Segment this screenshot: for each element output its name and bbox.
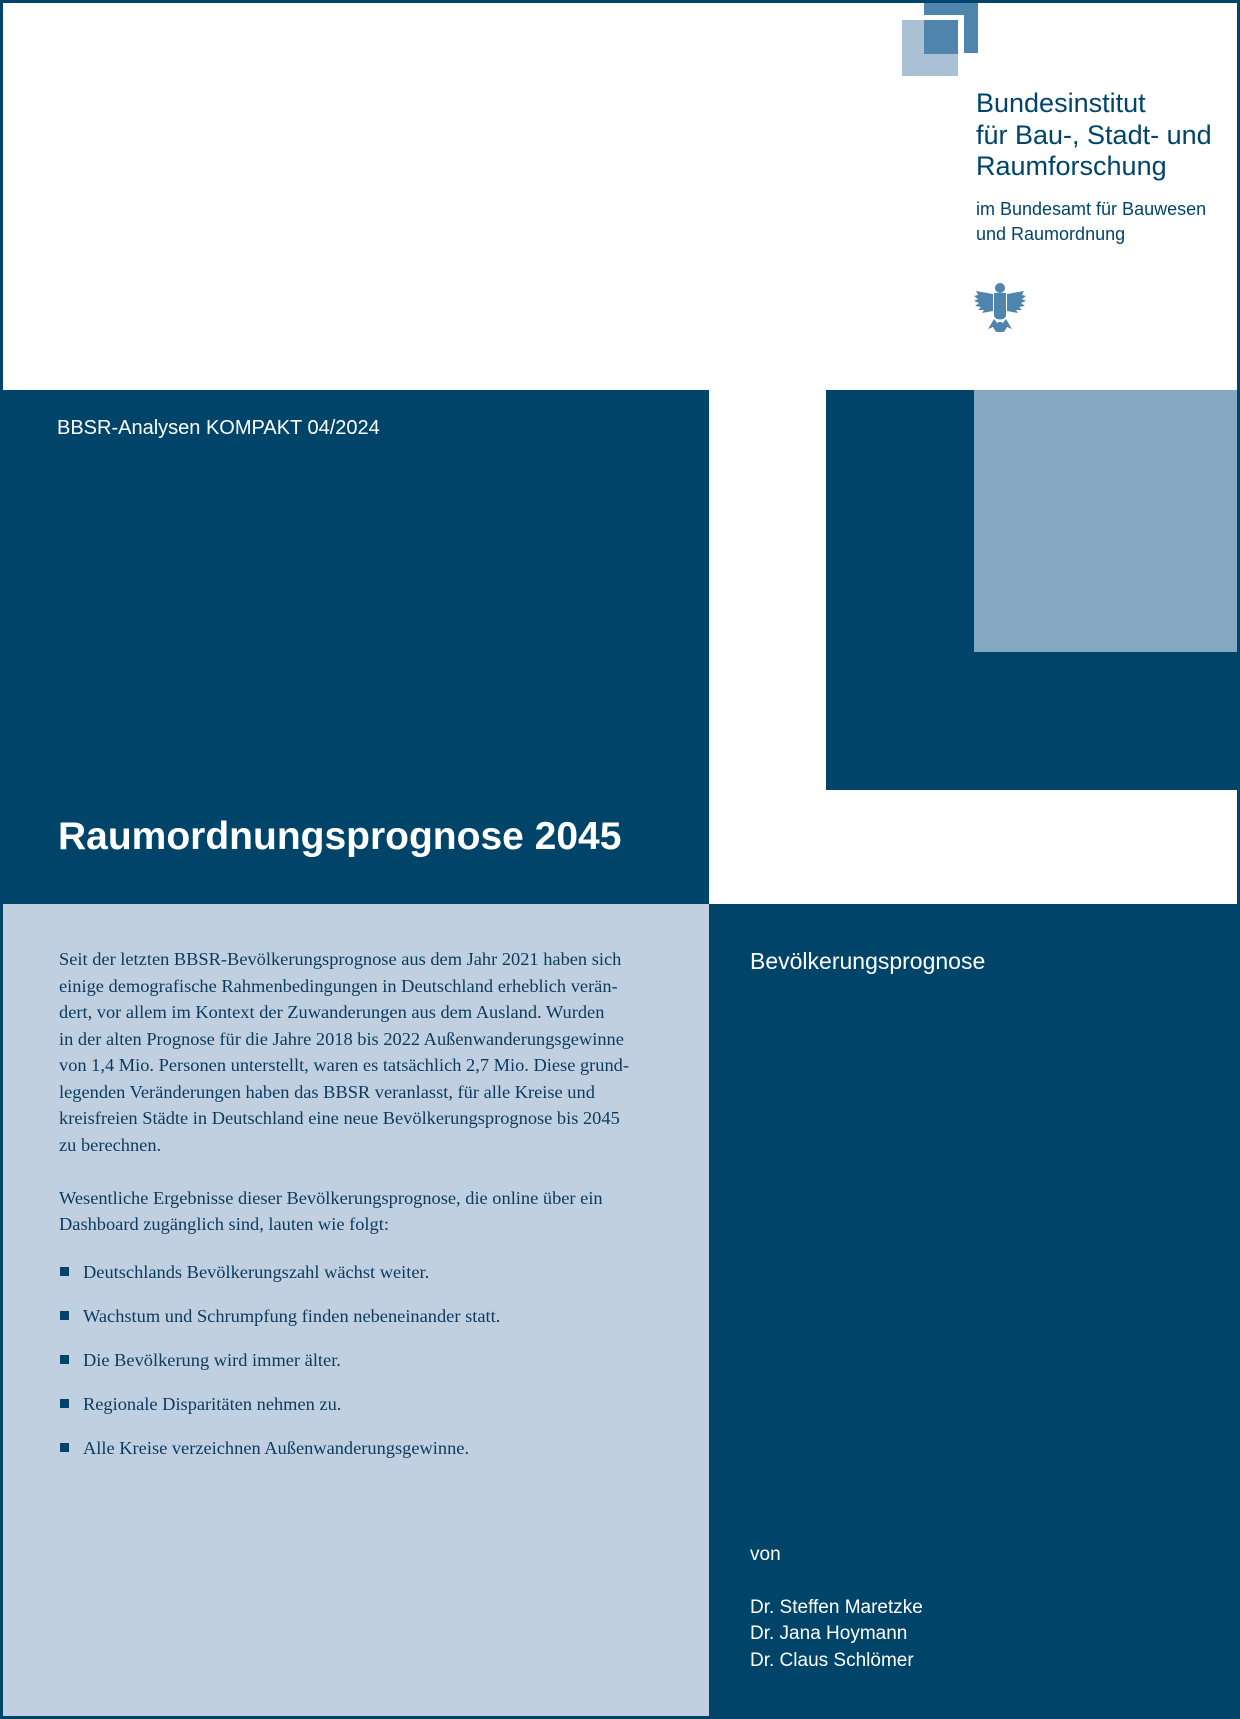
bullet-square-icon [60,1399,69,1408]
authors-by-label: von [750,1544,781,1565]
list-item: Regionale Disparitäten nehmen zu. [59,1391,679,1435]
list-item: Deutschlands Bevölkerungszahl wächst weiter. [59,1259,679,1303]
institute-subtitle: im Bundesamt für Bauwesen und Raumordnung [976,199,1207,244]
author-name: Dr. Steffen Maretzke [750,1596,923,1618]
bullet-square-icon [60,1311,69,1320]
category-label: Bevölkerungsprognose [750,948,986,974]
list-item: Alle Kreise verzeichnen Außenwanderungsgewinne. [59,1435,679,1479]
list-item: Wachstum und Schrumpfung finden nebeneinander statt. [59,1303,679,1347]
bbsr-logo-mark [902,3,978,76]
results-list [59,1259,679,1479]
author-name: Dr. Jana Hoymann [750,1623,908,1644]
abstract-text: Seit der letzten BBSR-Bevölkerungsprognose aus dem Jahr 2021 haben sich einige demografische Rahmenbedingungen in Deutschland erheblich verän- dert, vor allem im Kontext der Zuwanderungen aus dem Ausland. Wurden in der alten Prognose für die Jahre 2018 bis 2022 Außenwanderungsgewinne von 1,4 Mio. Personen unterstellt, waren es tatsächlich 2,7 Mio. Diese grund- legenden Veränderungen haben das BBSR veranlasst, für alle Kreise und kreisfreien Städte in Deutschland eine neue Bevölkerungsprognose bis 2045 zu berechnen. Wesentliche Ergebnisse dieser Bevölkerungsprognose, die online über ein Dashboard zugänglich sind, lauten wie folgt: Deutschlands Bevölkerungszahl wächst weiter. Wachstum und Schrumpfung finden nebeneinander statt. Die Bevölkerung wird immer älter. Regionale Disparitäten nehmen zu. Alle Kreise verzeichnen Außenwanderungsgewinne. [59,946,679,1479]
bullet-square-icon [60,1443,69,1452]
authors-block [750,1542,923,1674]
decor-block-light [974,390,1240,652]
list-item: Die Bevölkerung wird immer älter. [59,1347,679,1391]
bullet-square-icon [60,1355,69,1364]
author-name: Dr. Claus Schlömer [750,1649,914,1671]
federal-eagle-icon [972,279,1028,335]
institute-name: Bundesinstitut für Bau-, Stadt- und Raumforschung [976,88,1212,181]
series-label: BBSR-Analysen KOMPAKT 04/2024 [57,417,380,439]
page-title: Raumordnungsprognose 2045 [58,815,622,858]
bullet-square-icon [60,1267,69,1276]
